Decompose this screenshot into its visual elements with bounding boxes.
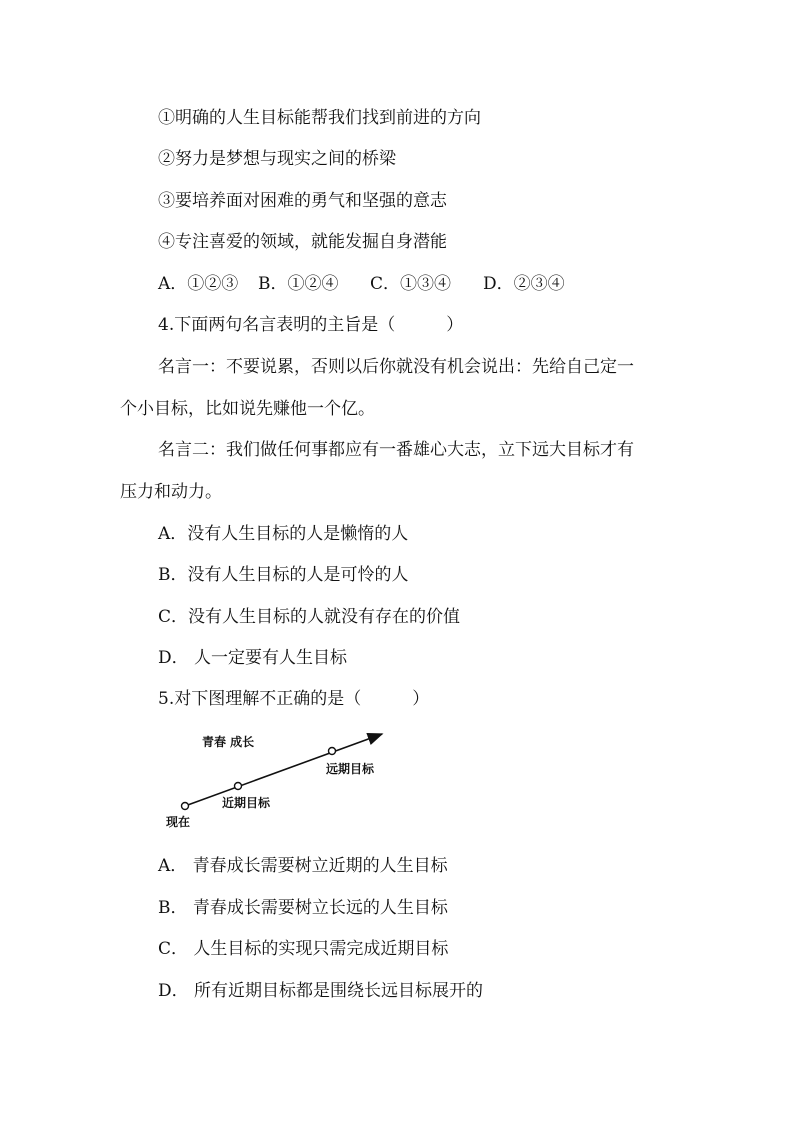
q4-quote1-line2: 个小目标，比如说先赚他一个亿。 xyxy=(120,399,375,419)
statement-3: ③要培养面对困难的勇气和坚强的意志 xyxy=(158,191,447,211)
point-far-marker xyxy=(329,748,336,755)
statement-1: ①明确的人生目标能帮我们找到前进的方向 xyxy=(158,108,481,128)
q3-option-b: B．①②④ xyxy=(258,274,339,294)
goal-diagram-svg xyxy=(160,724,400,834)
q4-quote2-line1: 名言二：我们做任何事都应有一番雄心大志，立下远大目标才有 xyxy=(158,440,634,460)
q4-option-a: A．没有人生目标的人是懒惰的人 xyxy=(158,524,409,544)
q4-option-b: B．没有人生目标的人是可怜的人 xyxy=(158,565,409,585)
q5-option-d: D． 所有近期目标都是围绕长远目标展开的 xyxy=(158,981,484,1001)
label-near: 近期目标 xyxy=(222,796,271,810)
q5-option-b: B． 青春成长需要树立长远的人生目标 xyxy=(158,898,448,918)
q4-quote2-line2: 压力和动力。 xyxy=(120,482,222,502)
q5-stem: 5.对下图理解不正确的是（ ） xyxy=(158,689,430,709)
q3-option-a: A．①②③ xyxy=(158,274,239,294)
statement-2: ②努力是梦想与现实之间的桥梁 xyxy=(158,149,396,169)
diagram-title: 青春 成长 xyxy=(202,735,255,749)
q4-option-c: C．没有人生目标的人就没有存在的价值 xyxy=(158,607,461,627)
statement-4: ④专注喜爱的领域，就能发掘自身潜能 xyxy=(158,232,447,252)
q4-option-d: D． 人一定要有人生目标 xyxy=(158,648,348,668)
q3-option-c: C．①③④ xyxy=(370,274,452,294)
point-near-marker xyxy=(235,783,242,790)
q5-option-a: A． 青春成长需要树立近期的人生目标 xyxy=(158,856,448,876)
goal-diagram xyxy=(160,724,400,834)
q4-stem: 4.下面两句名言表明的主旨是（ ） xyxy=(158,315,464,335)
label-now: 现在 xyxy=(166,815,191,829)
point-now-marker xyxy=(182,803,189,810)
label-far: 远期目标 xyxy=(326,762,375,776)
q3-option-d: D．②③④ xyxy=(483,274,565,294)
q4-quote1-line1: 名言一：不要说累，否则以后你就没有机会说出：先给自己定一 xyxy=(158,357,634,377)
q5-option-c: C． 人生目标的实现只需完成近期目标 xyxy=(158,939,449,959)
